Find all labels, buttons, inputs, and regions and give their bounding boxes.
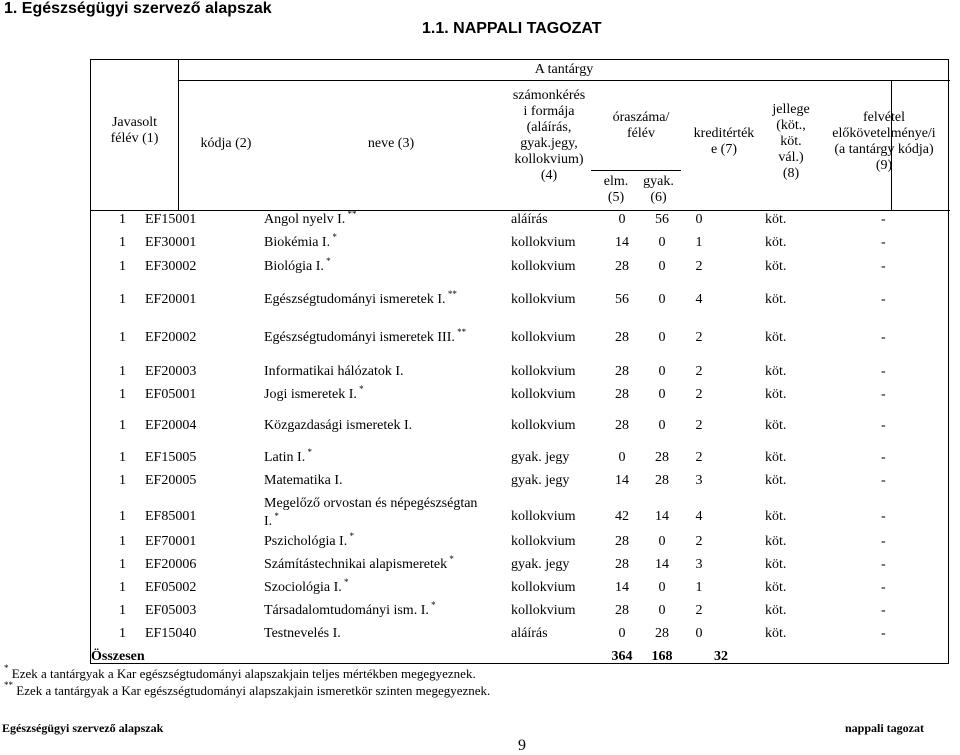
row-exam-form: kollokvium (511, 418, 576, 433)
row-hours-practice: 0 (658, 259, 666, 274)
section-title: 1.1. NAPPALI TAGOZAT (422, 20, 602, 37)
row-name: Pszichológia I. * (264, 531, 354, 549)
row-name: Jogi ismeretek I. * (264, 384, 364, 402)
row-code: EF20003 (145, 364, 197, 379)
row-hours-practice: 56 (655, 212, 669, 227)
row-prerequisite: - (881, 473, 886, 488)
footnote-marker: * (447, 554, 454, 564)
row-hours-practice: 14 (655, 557, 669, 572)
row-code: EF20002 (145, 330, 197, 345)
row-credit: 2 (695, 387, 703, 402)
row-semester: 1 (119, 534, 126, 549)
header-line: (aláírás, (526, 120, 572, 135)
header-hours-theory (596, 174, 636, 206)
header-line: (6) (650, 190, 667, 205)
row-type: köt. (765, 259, 787, 274)
row-prerequisite: - (881, 330, 886, 345)
row-hours-theory: 28 (615, 330, 629, 345)
row-name: Testnevelés I. (264, 626, 341, 641)
row-exam-form: kollokvium (511, 580, 576, 595)
row-credit: 2 (695, 450, 703, 465)
row-semester: 1 (119, 603, 126, 618)
footnote-marker: * (305, 447, 312, 457)
row-type: köt. (765, 509, 787, 524)
header-line: előkövetelménye/i (832, 126, 936, 141)
footnote-marker: ** (445, 289, 457, 299)
row-hours-theory: 0 (618, 626, 626, 641)
row-name: Megelőző orvostan és népegészségtan (264, 496, 478, 511)
header-line: e (7) (710, 142, 738, 157)
row-hours-practice: 0 (658, 603, 666, 618)
header-name: neve (3) (367, 136, 415, 151)
row-hours-theory: 28 (615, 603, 629, 618)
row-exam-form: gyak. jegy (511, 450, 570, 465)
row-hours-practice: 0 (658, 418, 666, 433)
row-exam-form: kollokvium (511, 235, 576, 250)
row-code: EF30001 (145, 235, 197, 250)
footnote-marker: * (428, 600, 436, 610)
row-type: köt. (765, 473, 787, 488)
row-hours-theory: 0 (618, 212, 626, 227)
row-code: EF70001 (145, 534, 197, 549)
row-hours-theory: 14 (615, 473, 629, 488)
row-prerequisite: - (881, 418, 886, 433)
header-line: számonkérés (512, 88, 586, 103)
row-credit: 2 (695, 259, 703, 274)
header-line: (9) (875, 158, 893, 173)
header-line: jellege (772, 102, 810, 117)
footnote-marker: * (330, 232, 337, 242)
row-semester: 1 (119, 580, 126, 595)
row-name: Angol nyelv I. ** (264, 209, 357, 227)
footnote-marker: * (272, 511, 279, 521)
row-code: EF05002 (145, 580, 197, 595)
row-type: köt. (765, 580, 787, 595)
header-line: (8) (782, 166, 800, 181)
footer-right: nappali tagozat (844, 721, 924, 735)
header-type (763, 102, 819, 182)
row-type: köt. (765, 212, 787, 227)
header-line: (a tantárgy kódja) (834, 142, 934, 157)
row-prerequisite: - (881, 509, 886, 524)
total-hours-theory: 364 (611, 649, 633, 664)
header-line: óraszáma/ (612, 110, 670, 125)
row-hours-theory: 28 (615, 418, 629, 433)
row-name: Biokémia I. * (264, 232, 337, 250)
header-exam-form (499, 88, 599, 184)
row-exam-form: kollokvium (511, 364, 576, 379)
row-type: köt. (765, 364, 787, 379)
footer-left: Egészségügyi szervező alapszak (2, 721, 164, 735)
row-type: köt. (765, 626, 787, 641)
row-credit: 4 (695, 292, 703, 307)
row-type: köt. (765, 534, 787, 549)
row-type: köt. (765, 387, 787, 402)
row-name: Latin I. * (264, 447, 312, 465)
row-hours-practice: 14 (655, 509, 669, 524)
row-exam-form: kollokvium (511, 387, 576, 402)
row-hours-practice: 0 (658, 364, 666, 379)
row-hours-theory: 28 (615, 364, 629, 379)
row-hours-theory: 14 (615, 235, 629, 250)
row-hours-practice: 0 (658, 387, 666, 402)
header-line: Javasolt (111, 115, 158, 130)
row-credit: 0 (695, 212, 703, 227)
header-semester (91, 115, 178, 147)
row-name: Biológia I. * (264, 256, 331, 274)
footnote-marker: ** (345, 209, 357, 219)
row-credit: 2 (695, 330, 703, 345)
row-type: köt. (765, 450, 787, 465)
row-semester: 1 (119, 212, 126, 227)
row-prerequisite: - (881, 364, 886, 379)
row-type: köt. (765, 330, 787, 345)
row-credit: 1 (695, 235, 703, 250)
row-code: EF15001 (145, 212, 197, 227)
header-line: köt. (780, 134, 802, 149)
row-name: Egészségtudományi ismeretek III. ** (264, 327, 467, 345)
header-line: kollokvium) (514, 152, 584, 167)
row-hours-theory: 28 (615, 534, 629, 549)
row-code: EF15005 (145, 450, 197, 465)
row-hours-theory: 28 (615, 387, 629, 402)
row-semester: 1 (119, 364, 126, 379)
footnote-marker: ** (454, 327, 467, 337)
header-hours (601, 110, 681, 142)
header-credit (679, 126, 769, 158)
row-exam-form: gyak. jegy (511, 557, 570, 572)
row-exam-form: kollokvium (511, 259, 576, 274)
header-line: elm. (603, 174, 629, 189)
row-credit: 1 (695, 580, 703, 595)
row-semester: 1 (119, 387, 126, 402)
header-group: A tantárgy (534, 62, 594, 77)
row-exam-form: aláírás (511, 212, 548, 227)
row-credit: 0 (695, 626, 703, 641)
total-credit: 32 (714, 649, 728, 664)
row-credit: 2 (695, 418, 703, 433)
header-prerequisite (819, 110, 949, 174)
row-hours-practice: 0 (658, 235, 666, 250)
header-line: i formája (523, 104, 575, 119)
header-line: (4) (540, 168, 558, 183)
row-name: Szociológia I. * (264, 577, 349, 595)
row-hours-practice: 0 (658, 330, 666, 345)
row-credit: 2 (695, 364, 703, 379)
row-type: köt. (765, 603, 787, 618)
footnote-marker: * (323, 256, 331, 266)
header-line: kreditérték (693, 126, 755, 141)
row-credit: 4 (695, 509, 703, 524)
row-name: Társadalomtudományi ism. I. * (264, 600, 436, 618)
row-prerequisite: - (881, 603, 886, 618)
row-hours-practice: 28 (655, 626, 669, 641)
row-prerequisite: - (881, 626, 886, 641)
row-semester: 1 (119, 509, 126, 524)
row-prerequisite: - (881, 534, 886, 549)
row-type: köt. (765, 235, 787, 250)
row-semester: 1 (119, 626, 126, 641)
row-hours-theory: 56 (615, 292, 629, 307)
header-line: felvétel (863, 110, 905, 125)
row-code: EF15040 (145, 626, 197, 641)
row-type: köt. (765, 292, 787, 307)
row-semester: 1 (119, 418, 126, 433)
header-line: félév (1) (110, 131, 159, 146)
row-code: EF05001 (145, 387, 197, 402)
document-title: 1. Egészségügyi szervező alapszak (4, 0, 272, 17)
row-prerequisite: - (881, 557, 886, 572)
header-line: gyak. (643, 174, 674, 189)
row-semester: 1 (119, 557, 126, 572)
header-line: vál.) (778, 150, 804, 165)
footnote-marker: * (356, 384, 364, 394)
row-hours-practice: 0 (658, 534, 666, 549)
row-prerequisite: - (881, 387, 886, 402)
row-credit: 2 (695, 603, 703, 618)
header-code: kódja (2) (200, 136, 252, 151)
row-name: Közgazdasági ismeretek I. (264, 418, 413, 433)
row-semester: 1 (119, 259, 126, 274)
row-hours-theory: 14 (615, 580, 629, 595)
row-prerequisite: - (881, 450, 886, 465)
row-prerequisite: - (881, 212, 886, 227)
row-exam-form: kollokvium (511, 292, 576, 307)
row-exam-form: aláírás (511, 626, 548, 641)
row-credit: 2 (695, 534, 703, 549)
row-credit: 3 (695, 557, 703, 572)
row-name: Matematika I. (264, 473, 343, 488)
row-code: EF20004 (145, 418, 197, 433)
row-semester: 1 (119, 235, 126, 250)
total-label: Összesen (91, 649, 145, 664)
row-semester: 1 (119, 473, 126, 488)
row-hours-theory: 28 (615, 259, 629, 274)
row-code: EF85001 (145, 509, 197, 524)
row-name: Számítástechnikai alapismeretek * (264, 554, 454, 572)
row-type: köt. (765, 557, 787, 572)
row-hours-practice: 0 (658, 292, 666, 307)
footnote-1: * Ezek a tantárgyak a Kar egészségtudományi alapszakjain teljes mértékben megegyeznek. (4, 663, 476, 681)
page-number: 9 (518, 737, 526, 754)
footnote-marker: * (341, 577, 349, 587)
row-name-cont: I. * (264, 511, 279, 529)
row-hours-practice: 28 (655, 450, 669, 465)
header-line: (5) (607, 190, 625, 205)
row-prerequisite: - (881, 259, 886, 274)
row-credit: 3 (695, 473, 703, 488)
row-type: köt. (765, 418, 787, 433)
header-line: (köt., (776, 118, 806, 133)
row-hours-theory: 42 (615, 509, 629, 524)
row-name: Informatikai hálózatok I. (264, 364, 404, 379)
row-semester: 1 (119, 330, 126, 345)
row-hours-theory: 0 (618, 450, 626, 465)
row-code: EF20005 (145, 473, 197, 488)
row-exam-form: gyak. jegy (511, 473, 570, 488)
row-prerequisite: - (881, 292, 886, 307)
curriculum-table (90, 59, 949, 664)
row-semester: 1 (119, 292, 126, 307)
row-hours-practice: 28 (655, 473, 669, 488)
row-semester: 1 (119, 450, 126, 465)
row-code: EF30002 (145, 259, 197, 274)
row-code: EF20001 (145, 292, 197, 307)
row-exam-form: kollokvium (511, 330, 576, 345)
footnote-2: ** Ezek a tantárgyak a Kar egészségtudományi alapszakjain ismeretkör szinten megegyeznek. (4, 680, 491, 698)
header-line: félév (627, 126, 655, 141)
footnote-marker: * (347, 531, 354, 541)
row-name: Egészségtudományi ismeretek I. ** (264, 289, 457, 307)
row-hours-theory: 28 (615, 557, 629, 572)
row-exam-form: kollokvium (511, 509, 576, 524)
row-exam-form: kollokvium (511, 534, 576, 549)
header-hours-practice (636, 174, 681, 206)
total-hours-practice: 168 (651, 649, 673, 664)
row-code: EF20006 (145, 557, 197, 572)
row-exam-form: kollokvium (511, 603, 576, 618)
row-prerequisite: - (881, 235, 886, 250)
row-code: EF05003 (145, 603, 197, 618)
header-line: gyak.jegy, (520, 136, 578, 151)
row-hours-practice: 0 (658, 580, 666, 595)
row-prerequisite: - (881, 580, 886, 595)
